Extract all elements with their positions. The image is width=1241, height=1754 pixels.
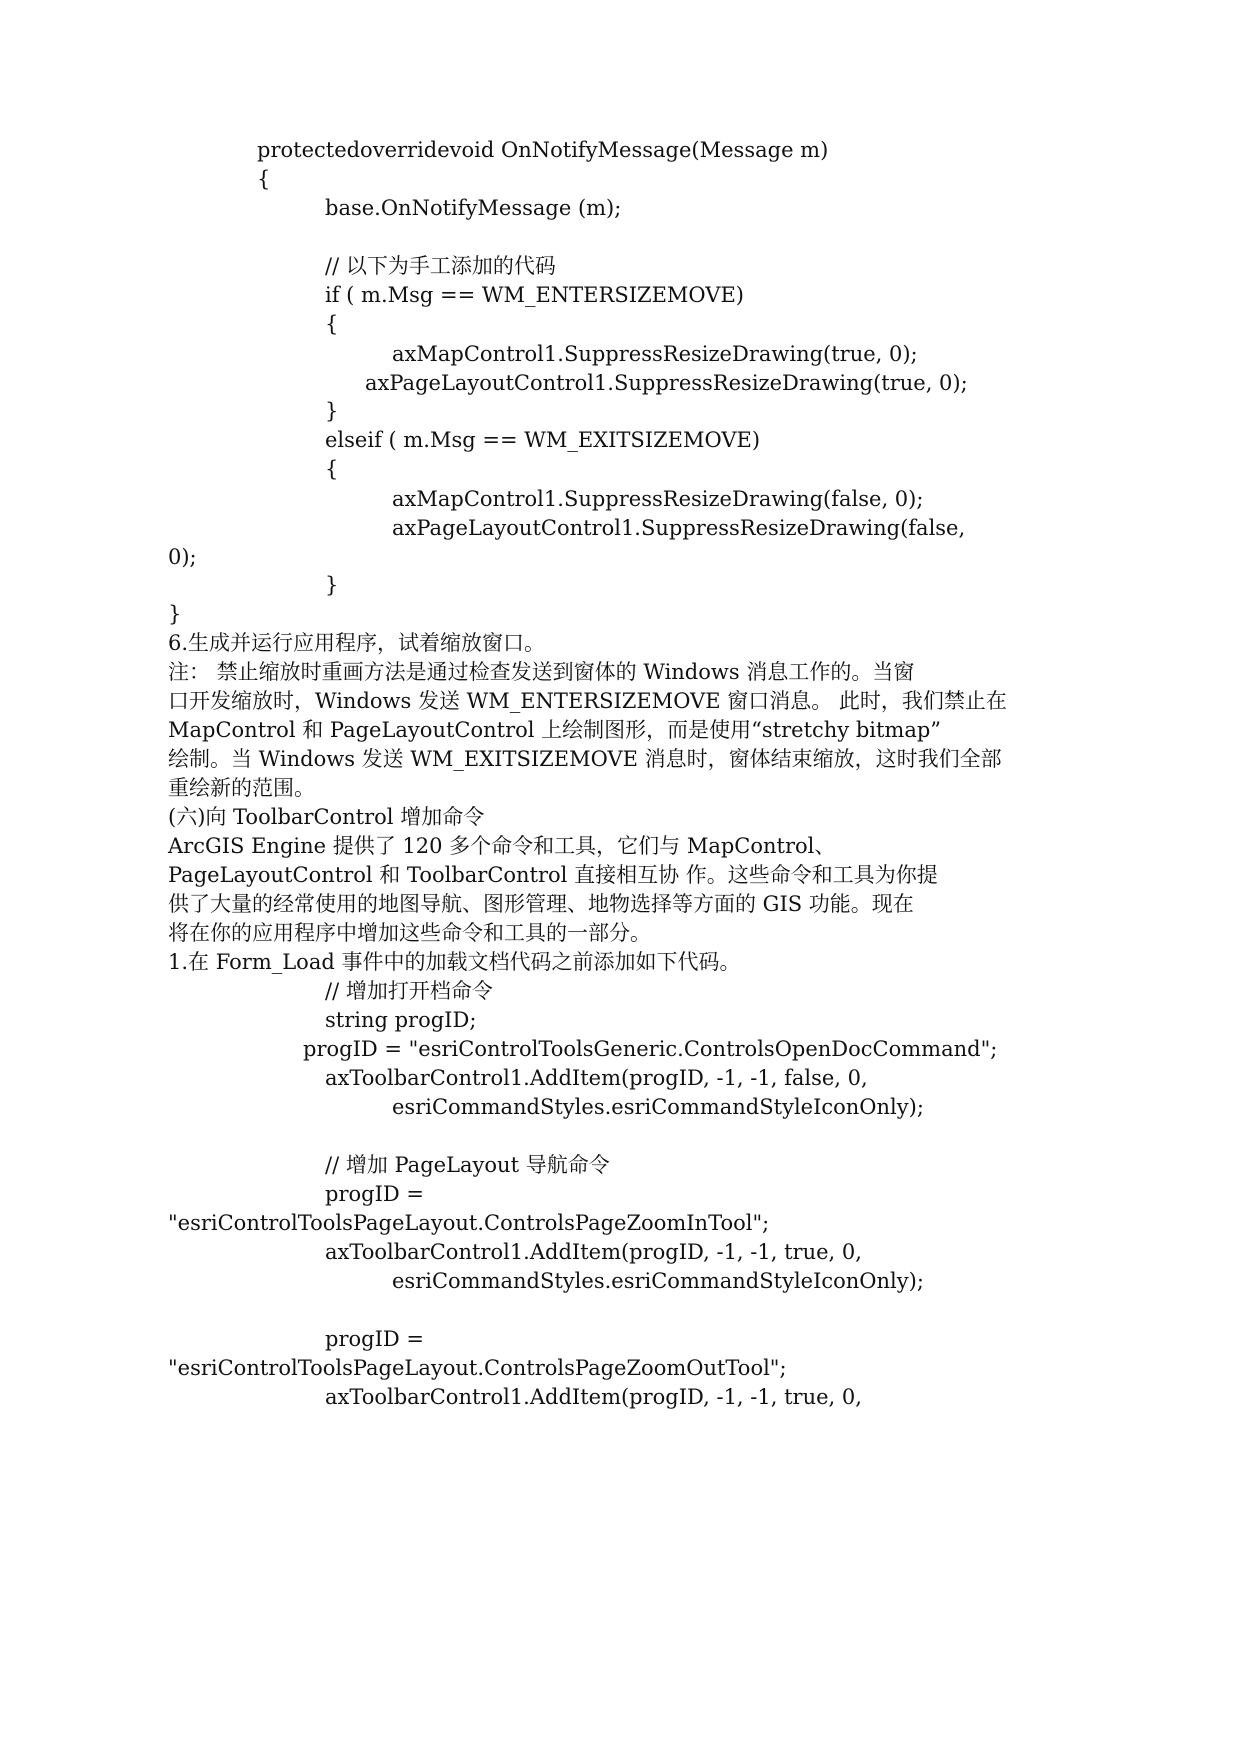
code-line: progID =: [325, 1182, 424, 1206]
body-text: PageLayoutControl 和 ToolbarControl 直接相互协 作。这些命令和工具为你提: [168, 863, 938, 887]
code-line: axMapControl1.SuppressResizeDrawing(false, 0);: [392, 487, 924, 511]
code-line: esriCommandStyles.esriCommandStyleIconOnly);: [392, 1095, 924, 1119]
body-text: 口开发缩放时，Windows 发送 WM_ENTERSIZEMOVE 窗口消息。 此时，我们禁止在: [168, 689, 1007, 713]
code-line: base.OnNotifyMessage (m);: [325, 196, 622, 220]
body-text: 绘制。当 Windows 发送 WM_EXITSIZEMOVE 消息时，窗体结束缩放，这时我们全部: [168, 747, 1002, 771]
code-line: if ( m.Msg == WM_ENTERSIZEMOVE): [325, 283, 744, 307]
section-heading: (六)向 ToolbarControl 增加命令: [168, 805, 485, 829]
code-line: axPageLayoutControl1.SuppressResizeDrawing(false,: [392, 516, 966, 540]
code-line: "esriControlToolsPageLayout.ControlsPageZoomOutTool";: [168, 1356, 787, 1380]
note-text: 注： 禁止缩放时重画方法是通过检查发送到窗体的 Windows 消息工作的。当窗: [168, 660, 915, 684]
code-line: esriCommandStyles.esriCommandStyleIconOnly);: [392, 1269, 924, 1293]
code-line: }: [325, 399, 339, 423]
code-line: axToolbarControl1.AddItem(progID, -1, -1, true, 0,: [325, 1240, 862, 1264]
code-comment-line: // 增加 PageLayout 导航命令: [325, 1153, 610, 1177]
body-text: 重绘新的范围。: [168, 776, 315, 800]
code-comment-line: // 增加打开档命令: [325, 979, 493, 1003]
code-comment-line: // 以下为手工添加的代码: [325, 254, 556, 278]
code-line: }: [325, 573, 339, 597]
step-text: 6.生成并运行应用程序，试着缩放窗口。: [168, 631, 546, 655]
code-line: {: [257, 167, 271, 191]
code-line: progID =: [325, 1327, 424, 1351]
code-line: protectedoverridevoid OnNotifyMessage(Message m): [257, 138, 829, 162]
code-line: string progID;: [325, 1008, 477, 1032]
code-line: }: [168, 602, 182, 626]
code-line: axToolbarControl1.AddItem(progID, -1, -1, false, 0,: [325, 1066, 868, 1090]
code-line: 0);: [168, 545, 197, 569]
body-text: ArcGIS Engine 提供了 120 多个命令和工具，它们与 MapControl、: [168, 834, 836, 858]
code-line: axPageLayoutControl1.SuppressResizeDrawing(true, 0);: [365, 371, 968, 395]
code-line: axMapControl1.SuppressResizeDrawing(true, 0);: [392, 342, 918, 366]
code-line: "esriControlToolsPageLayout.ControlsPageZoomInTool";: [168, 1211, 770, 1235]
code-line: {: [325, 457, 339, 481]
step-text: 1.在 Form_Load 事件中的加载文档代码之前添加如下代码。: [168, 950, 741, 974]
body-text: 将在你的应用程序中增加这些命令和工具的一部分。: [168, 921, 651, 945]
code-line: {: [325, 312, 339, 336]
body-text: 供了大量的经常使用的地图导航、图形管理、地物选择等方面的 GIS 功能。现在: [168, 892, 914, 916]
body-text: MapControl 和 PageLayoutControl 上绘制图形，而是使用“stretchy bitmap”: [168, 718, 942, 742]
code-line: axToolbarControl1.AddItem(progID, -1, -1, true, 0,: [325, 1385, 862, 1409]
code-line: progID = "esriControlToolsGeneric.ControlsOpenDocCommand";: [303, 1037, 998, 1061]
code-line: elseif ( m.Msg == WM_EXITSIZEMOVE): [325, 428, 761, 452]
